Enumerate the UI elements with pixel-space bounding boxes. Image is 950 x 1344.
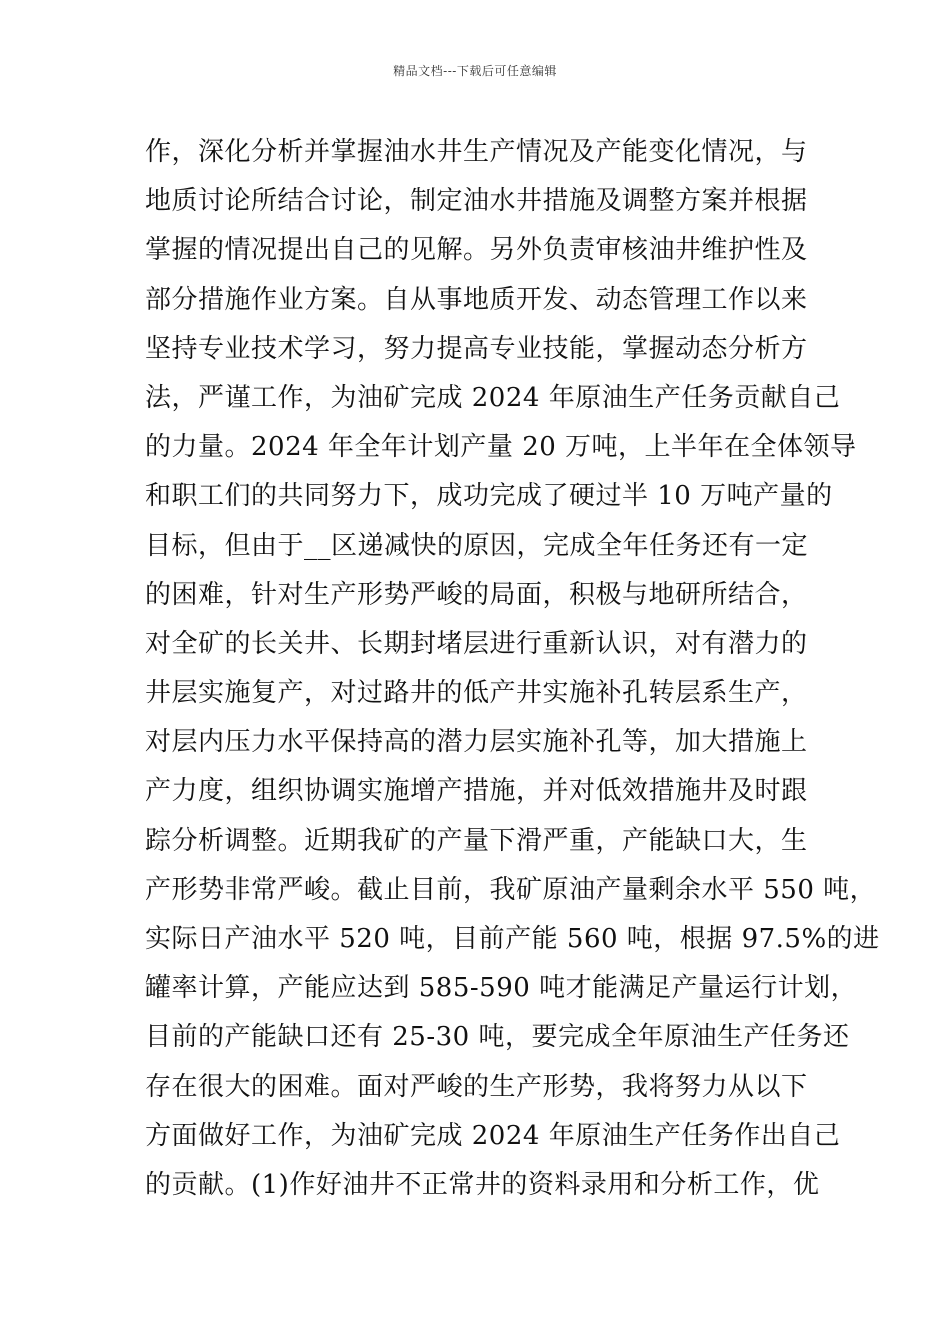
- page-header: 精品文档---下载后可任意编辑: [393, 64, 557, 78]
- text-line: 的力量。2024 年全年计划产量 20 万吨，上半年在全体领导: [145, 432, 857, 463]
- text-line: 部分措施作业方案。自从事地质开发、动态管理工作以来: [145, 284, 808, 315]
- text-line: 对全矿的长关井、长期封堵层进行重新认识，对有潜力的: [145, 628, 808, 659]
- text-line: 方面做好工作，为油矿完成 2024 年原油生产任务作出自己: [145, 1120, 841, 1151]
- text-line: 目前的产能缺口还有 25-30 吨，要完成全年原油生产任务还: [145, 1022, 850, 1053]
- text-line: 产力度，组织协调实施增产措施，并对低效措施井及时跟: [145, 776, 808, 807]
- text-line: 的困难，针对生产形势严峻的局面，积极与地研所结合，: [145, 579, 808, 610]
- text-line: 目标，但由于__区递减快的原因，完成全年任务还有一定: [145, 530, 809, 561]
- text-line: 井层实施复产，对过路井的低产井实施补孔转层系生产，: [145, 678, 808, 709]
- text-line: 实际日产油水平 520 吨，目前产能 560 吨，根据 97.5%的进: [145, 924, 880, 954]
- body-text: [145, 128, 880, 1210]
- text-line: 坚持专业技术学习，努力提高专业技能，掌握动态分析方: [145, 333, 808, 364]
- text-line: 的贡献。(1)作好油井不正常井的资料录用和分析工作，优: [145, 1169, 820, 1200]
- text-line: 法，严谨工作，为油矿完成 2024 年原油生产任务贡献自己: [145, 382, 841, 413]
- text-line: 对层内压力水平保持高的潜力层实施补孔等，加大措施上: [145, 727, 808, 758]
- text-line: 地质讨论所结合讨论，制定油水井措施及调整方案并根据: [145, 186, 808, 217]
- text-line: 和职工们的共同努力下，成功完成了硬过半 10 万吨产量的: [145, 481, 833, 512]
- text-line: 存在很大的困难。面对严峻的生产形势，我将努力从以下: [145, 1071, 808, 1102]
- text-line: 掌握的情况提出自己的见解。另外负责审核油井维护性及: [145, 235, 808, 266]
- text-line: 踪分析调整。近期我矿的产量下滑严重，产能缺口大，生: [145, 825, 808, 856]
- text-line: 罐率计算，产能应达到 585-590 吨才能满足产量运行计划，: [145, 973, 858, 1004]
- text-line: 产形势非常严峻。截止目前，我矿原油产量剩余水平 550 吨，: [145, 874, 877, 905]
- text-line: 作，深化分析并掌握油水井生产情况及产能变化情况，与: [145, 137, 808, 167]
